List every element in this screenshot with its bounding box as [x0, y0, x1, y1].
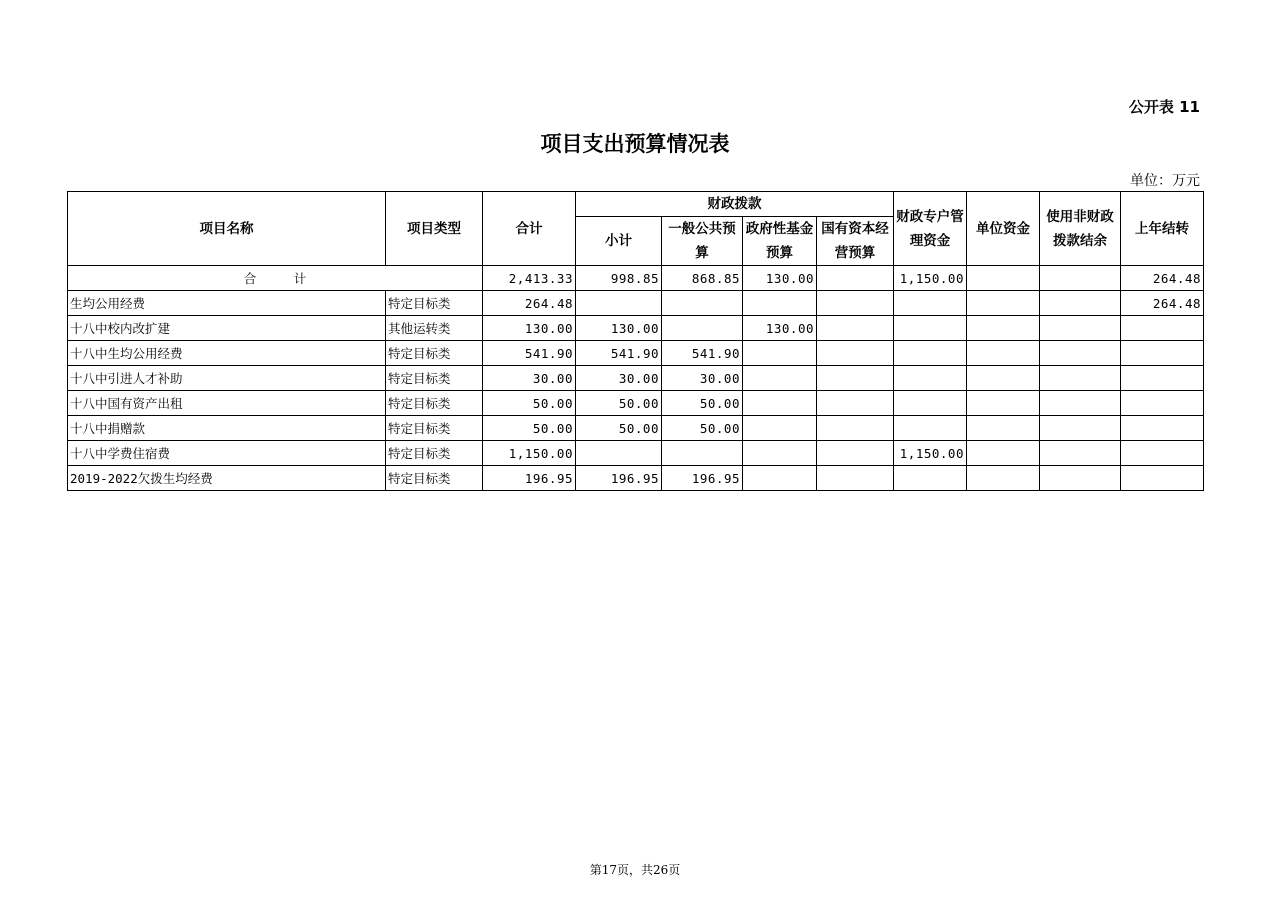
project-name-cell: 十八中学费住宿费 [68, 441, 386, 466]
carryover-cell [1121, 341, 1204, 366]
special-fund-cell [894, 466, 967, 491]
project-type-cell: 其他运转类 [386, 316, 483, 341]
project-name-cell: 十八中生均公用经费 [68, 341, 386, 366]
header-gov-fund: 政府性基金预算 [743, 217, 817, 266]
project-type-cell: 特定目标类 [386, 366, 483, 391]
carryover-cell [1121, 391, 1204, 416]
project-name-cell: 2019-2022欠拨生均经费 [68, 466, 386, 491]
project-type-cell: 特定目标类 [386, 341, 483, 366]
table-row [68, 316, 1204, 341]
gov-fund-cell [743, 416, 817, 441]
special-fund-cell: 1,150.00 [894, 266, 967, 291]
table-row [68, 391, 1204, 416]
special-fund-cell [894, 341, 967, 366]
total-cell: 541.90 [483, 341, 576, 366]
state-capital-cell [817, 366, 894, 391]
special-fund-cell [894, 366, 967, 391]
total-cell: 50.00 [483, 416, 576, 441]
carryover-cell [1121, 366, 1204, 391]
unit-fund-cell [967, 416, 1040, 441]
carryover-cell [1121, 316, 1204, 341]
total-cell: 30.00 [483, 366, 576, 391]
gov-fund-cell [743, 341, 817, 366]
gov-fund-cell: 130.00 [743, 266, 817, 291]
special-fund-cell [894, 316, 967, 341]
header-type: 项目类型 [386, 192, 483, 266]
state-capital-cell [817, 266, 894, 291]
subtotal-cell: 50.00 [576, 391, 662, 416]
general-budget-cell: 30.00 [662, 366, 743, 391]
project-type-cell: 特定目标类 [386, 466, 483, 491]
subtotal-cell: 998.85 [576, 266, 662, 291]
project-name-cell: 十八中引进人才补助 [68, 366, 386, 391]
subtotal-cell: 130.00 [576, 316, 662, 341]
unit-fund-cell [967, 316, 1040, 341]
total-cell: 130.00 [483, 316, 576, 341]
state-capital-cell [817, 391, 894, 416]
state-capital-cell [817, 416, 894, 441]
form-number: 公开表 11 [1128, 98, 1200, 116]
project-type-cell: 特定目标类 [386, 291, 483, 316]
header-general-budget: 一般公共预算 [662, 217, 743, 266]
non-fiscal-balance-cell [1040, 341, 1121, 366]
general-budget-cell: 50.00 [662, 391, 743, 416]
unit-fund-cell [967, 341, 1040, 366]
general-budget-cell: 541.90 [662, 341, 743, 366]
total-cell: 2,413.33 [483, 266, 576, 291]
header-special-fund: 财政专户管理资金 [894, 192, 967, 266]
unit-label: 单位：万元 [1130, 173, 1200, 189]
state-capital-cell [817, 341, 894, 366]
table-row [68, 341, 1204, 366]
gov-fund-cell [743, 466, 817, 491]
table-row [68, 466, 1204, 491]
unit-fund-cell [967, 466, 1040, 491]
project-type-cell: 特定目标类 [386, 416, 483, 441]
carryover-cell [1121, 466, 1204, 491]
non-fiscal-balance-cell [1040, 466, 1121, 491]
total-cell: 264.48 [483, 291, 576, 316]
non-fiscal-balance-cell [1040, 391, 1121, 416]
project-name-cell: 十八中捐赠款 [68, 416, 386, 441]
project-name-cell: 十八中校内改扩建 [68, 316, 386, 341]
unit-fund-cell [967, 291, 1040, 316]
page-footer: 第17页，共26页 [589, 863, 681, 877]
subtotal-cell [576, 291, 662, 316]
non-fiscal-balance-cell [1040, 266, 1121, 291]
subtotal-cell: 30.00 [576, 366, 662, 391]
total-label: 合 计 [68, 266, 483, 291]
general-budget-cell: 196.95 [662, 466, 743, 491]
gov-fund-cell: 130.00 [743, 316, 817, 341]
unit-fund-cell [967, 441, 1040, 466]
table-row [68, 416, 1204, 441]
subtotal-cell: 196.95 [576, 466, 662, 491]
header-unit-fund: 单位资金 [967, 192, 1040, 266]
total-cell: 1,150.00 [483, 441, 576, 466]
special-fund-cell [894, 291, 967, 316]
header-state-capital: 国有资本经营预算 [817, 217, 894, 266]
table-row [68, 366, 1204, 391]
total-row [68, 266, 1204, 291]
carryover-cell: 264.48 [1121, 266, 1204, 291]
state-capital-cell [817, 291, 894, 316]
table-body [68, 291, 1204, 491]
header-fiscal-group: 财政拨款 [576, 192, 894, 217]
state-capital-cell [817, 316, 894, 341]
subtotal-cell: 541.90 [576, 341, 662, 366]
header-row-1 [68, 192, 1204, 217]
total-cell: 196.95 [483, 466, 576, 491]
non-fiscal-balance-cell [1040, 366, 1121, 391]
state-capital-cell [817, 466, 894, 491]
project-name-cell: 生均公用经费 [68, 291, 386, 316]
gov-fund-cell [743, 391, 817, 416]
subtotal-cell: 50.00 [576, 416, 662, 441]
header-name: 项目名称 [68, 192, 386, 266]
general-budget-cell [662, 441, 743, 466]
carryover-cell [1121, 416, 1204, 441]
table-row [68, 291, 1204, 316]
project-type-cell: 特定目标类 [386, 441, 483, 466]
subtotal-cell [576, 441, 662, 466]
page-title: 项目支出预算情况表 [540, 132, 730, 156]
header-carryover: 上年结转 [1121, 192, 1204, 266]
gov-fund-cell [743, 366, 817, 391]
special-fund-cell: 1,150.00 [894, 441, 967, 466]
special-fund-cell [894, 391, 967, 416]
header-subtotal: 小计 [576, 217, 662, 266]
carryover-cell [1121, 441, 1204, 466]
carryover-cell: 264.48 [1121, 291, 1204, 316]
general-budget-cell [662, 316, 743, 341]
general-budget-cell: 868.85 [662, 266, 743, 291]
unit-fund-cell [967, 366, 1040, 391]
header-non-fiscal-balance: 使用非财政拨款结余 [1040, 192, 1121, 266]
header-total: 合计 [483, 192, 576, 266]
budget-table [67, 191, 1204, 491]
project-name-cell: 十八中国有资产出租 [68, 391, 386, 416]
state-capital-cell [817, 441, 894, 466]
unit-fund-cell [967, 391, 1040, 416]
special-fund-cell [894, 416, 967, 441]
non-fiscal-balance-cell [1040, 416, 1121, 441]
project-type-cell: 特定目标类 [386, 391, 483, 416]
unit-fund-cell [967, 266, 1040, 291]
gov-fund-cell [743, 291, 817, 316]
non-fiscal-balance-cell [1040, 441, 1121, 466]
total-cell: 50.00 [483, 391, 576, 416]
general-budget-cell [662, 291, 743, 316]
table-row [68, 441, 1204, 466]
general-budget-cell: 50.00 [662, 416, 743, 441]
non-fiscal-balance-cell [1040, 291, 1121, 316]
non-fiscal-balance-cell [1040, 316, 1121, 341]
gov-fund-cell [743, 441, 817, 466]
